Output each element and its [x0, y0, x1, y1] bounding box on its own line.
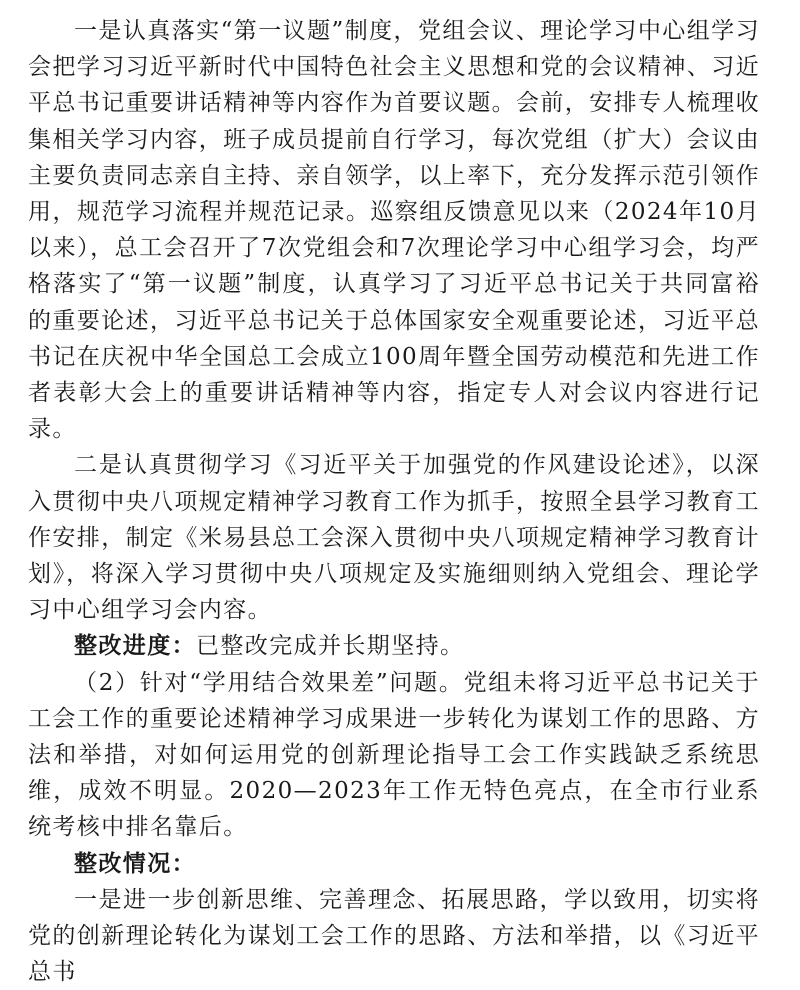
paragraph-text: 一是认真落实“第一议题”制度，党组会议、理论学习中心组学习会把学习习近平新时代中国特色社会主义思想和党的会议精神、习近平总书记重要讲话精神等内容作为首要议题。会前，安排专人梳理收集相关学习内容，班子成员提前自行学习，每次党组（扩大）会议由主要负责同志亲自主持、亲自领学，以上率下，充分发挥示范引领作用，规范学习流程并规范记录。巡察组反馈意见以来（2024年10月以来），总工会召开了7次党组会和7次理论学习中心组学习会，均严格落实了“第一议题”制度，认真学习了习近平总书记关于共同富裕的重要论述，习近平总书记关于总体国家安全观重要论述，习近平总书记在庆祝中华全国总工会成立100周年暨全国劳动模范和先进工作者表彰大会上的重要讲话精神等内容，指定专人对会议内容进行记录。 [28, 18, 760, 443]
paragraph-text: 已整改完成并长期坚持。 [196, 633, 465, 660]
paragraph-issue-2 [28, 665, 760, 846]
paragraph-rectification-progress [28, 628, 760, 664]
paragraph-text: 一是进一步创新思维、完善理念、拓展思路，学以致用，切实将党的创新理论转化为谋划工会工作的思路、方法和举措，以《习近平总书 [28, 886, 760, 986]
bold-label: 整改进度： [74, 632, 196, 660]
paragraph-text: （2）针对“学用结合效果差”问题。党组未将习近平总书记关于工会工作的重要论述精神学习成果进一步转化为谋划工作的思路、方法和举措，对如何运用党的创新理论指导工会工作实践缺乏系统思维，成效不明显。2020—2023年工作无特色亮点，在全市行业系统考核中排名靠后。 [28, 669, 760, 841]
paragraph-rectification-status [28, 846, 760, 882]
bold-label: 整改情况： [74, 849, 196, 877]
paragraph-work-style-study [28, 447, 760, 628]
paragraph-text: 二是认真贯彻学习《习近平关于加强党的作风建设论述》，以深入贯彻中央八项规定精神学习教育工作为抓手，按照全县学习教育工作安排，制定《米易县总工会深入贯彻中央八项规定精神学习教育计划》，将深入学习贯彻中央八项规定及实施细则纳入党组会、理论学习中心组学习会内容。 [28, 452, 760, 624]
paragraph-innovation [28, 882, 760, 990]
paragraph-first-agenda [28, 13, 760, 447]
